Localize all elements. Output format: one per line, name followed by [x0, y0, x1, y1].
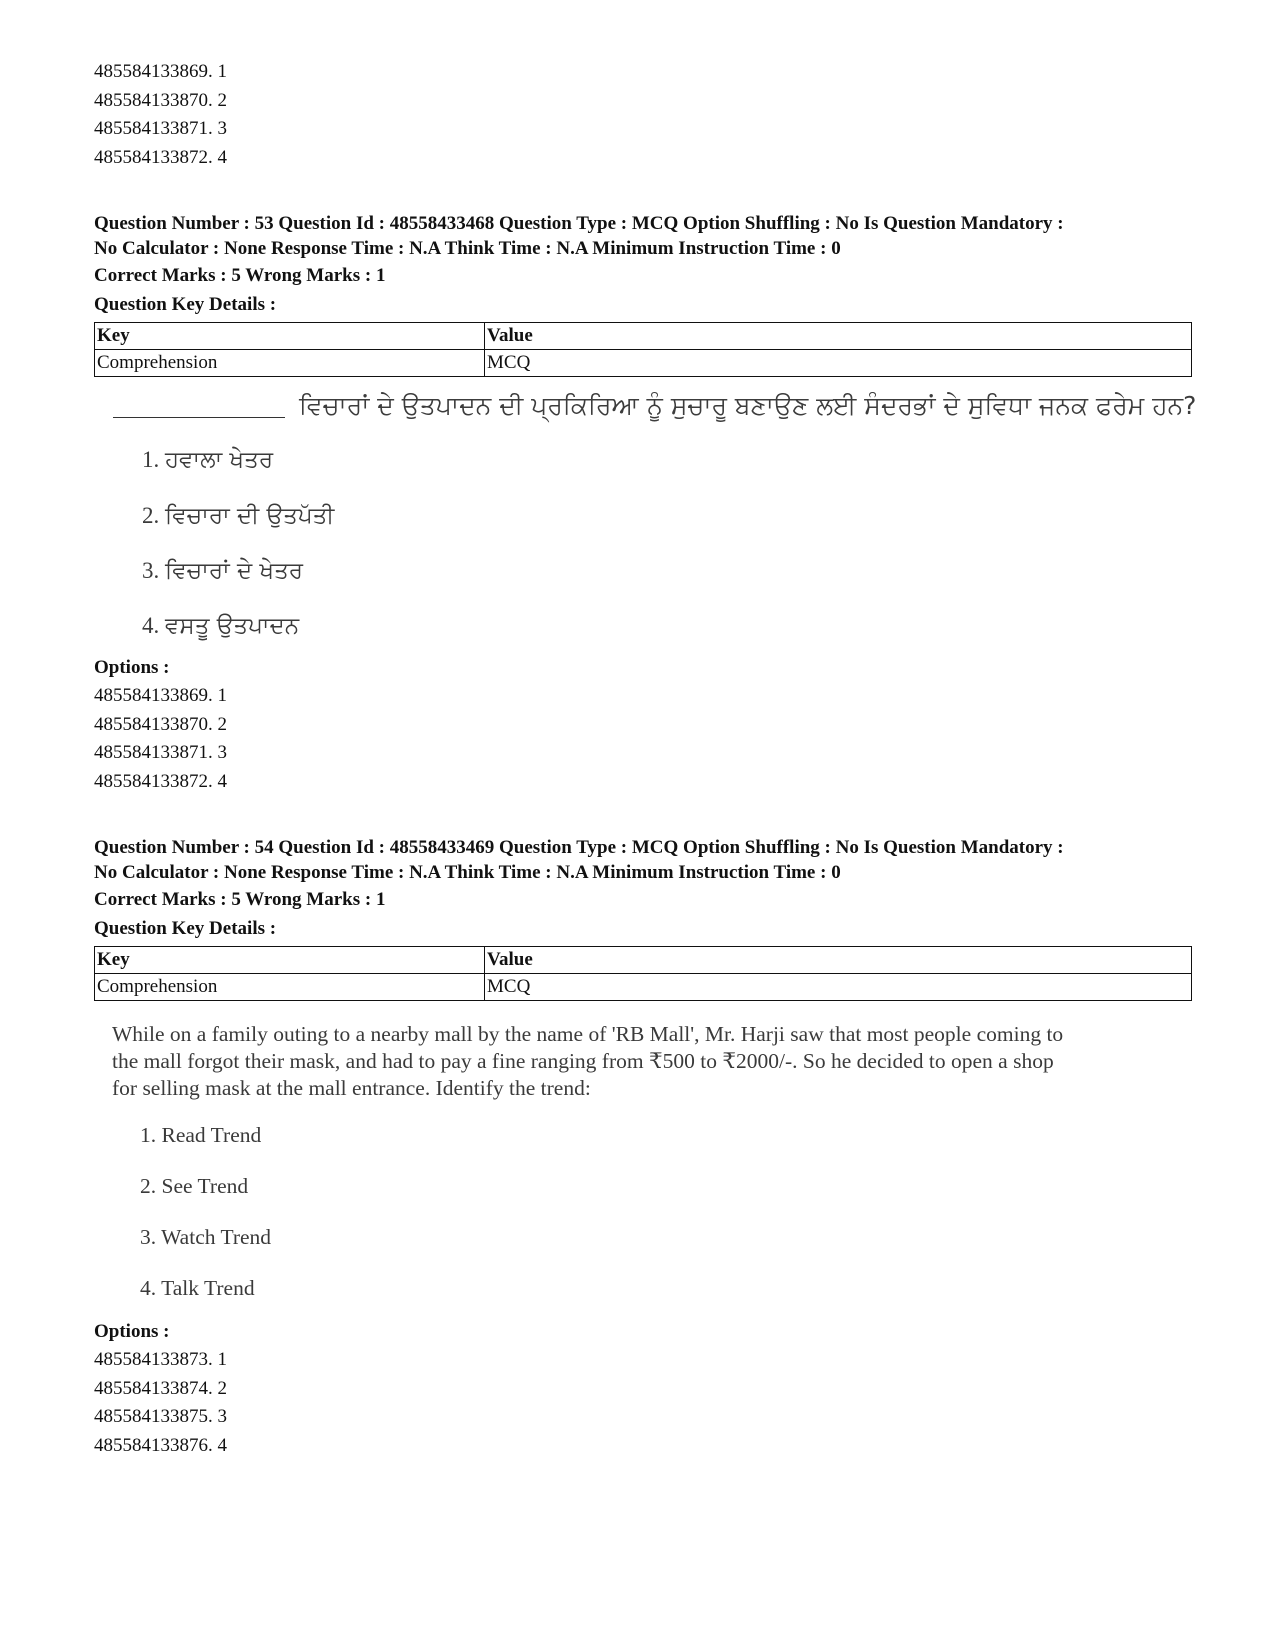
table-header-value: Value [485, 323, 1192, 350]
choice-item: 2. ਵਿਚਾਰਾ ਦੀ ਉਤਪੱਤੀ [142, 503, 335, 529]
previous-options-list [94, 58, 1194, 172]
table-cell-value: MCQ [485, 350, 1192, 377]
table-header-key: Key [95, 947, 485, 974]
option-item: 485584133875. 3 [94, 1406, 227, 1427]
option-item: 485584133869. 1 [94, 61, 227, 82]
option-item: 485584133871. 3 [94, 742, 227, 763]
question-meta-line-1: Question Number : 54 Question Id : 48558433469 Question Type : MCQ Option Shuffling : No Is Question Mandatory : [94, 837, 1064, 858]
marks-line: Correct Marks : 5 Wrong Marks : 1 [94, 889, 386, 910]
key-details-label: Question Key Details : [94, 294, 277, 315]
question-stem [112, 1021, 1122, 1102]
choice-item: 3. ਵਿਚਾਰਾਂ ਦੇ ਖੇਤਰ [142, 558, 304, 584]
question-meta-line-2: No Calculator : None Response Time : N.A Think Time : N.A Minimum Instruction Time : 0 [94, 237, 841, 259]
question-54 [94, 836, 1194, 1460]
option-item: 485584133872. 4 [94, 146, 227, 168]
options-label: Options : [94, 657, 170, 678]
option-item: 485584133870. 2 [94, 713, 227, 735]
table-cell-key: Comprehension [95, 350, 485, 377]
key-details-table [94, 322, 1192, 377]
choice-item: 2. See Trend [140, 1174, 249, 1198]
key-details-label: Question Key Details : [94, 918, 277, 939]
choice-item: 1. ਹਵਾਲਾ ਖੇਤਰ [142, 447, 274, 473]
question-stem: ਵਿਚਾਰਾਂ ਦੇ ਉਤਪਾਦਨ ਦੀ ਪ੍ਰਕਿਰਿਆ ਨੂੰ ਸੁਚਾਰੂ ਬਣਾਉਣ ਲਈ ਸੰਦਰਭਾਂ ਦੇ ਸੁਵਿਧਾ ਜਨਕ ਫਰੇਮ ਹਨ? [299, 391, 1197, 420]
table-row [95, 974, 1192, 1001]
question-image-punjabi [94, 383, 1197, 653]
option-item: 485584133872. 4 [94, 770, 227, 792]
option-item: 485584133874. 2 [94, 1377, 227, 1399]
choice-item: 1. Read Trend [140, 1123, 262, 1147]
options-list [94, 682, 1194, 796]
question-stem-line: for selling mask at the mall entrance. Identify the trend: [112, 1076, 591, 1100]
table-header-value: Value [485, 947, 1192, 974]
option-item: 485584133871. 3 [94, 118, 227, 139]
option-item: 485584133876. 4 [94, 1434, 227, 1456]
table-header-key: Key [95, 323, 485, 350]
question-stem-line: While on a family outing to a nearby mall by the name of 'RB Mall', Mr. Harji saw that most people coming to [112, 1022, 1064, 1046]
choice-item: 4. Talk Trend [140, 1276, 255, 1300]
question-meta-line-2: No Calculator : None Response Time : N.A Think Time : N.A Minimum Instruction Time : 0 [94, 861, 841, 883]
options-label: Options : [94, 1321, 170, 1342]
table-header-row [95, 323, 1192, 350]
fill-in-blank-line [113, 417, 285, 418]
question-image-english [94, 1009, 1194, 1317]
table-cell-key: Comprehension [95, 974, 485, 1001]
options-list [94, 1346, 1194, 1460]
question-53 [94, 212, 1197, 796]
table-cell-value: MCQ [485, 974, 1192, 1001]
option-item: 485584133873. 1 [94, 1349, 227, 1370]
marks-line: Correct Marks : 5 Wrong Marks : 1 [94, 265, 386, 286]
key-details-table [94, 946, 1192, 1001]
table-header-row [95, 947, 1192, 974]
table-row [95, 350, 1192, 377]
option-item: 485584133869. 1 [94, 685, 227, 706]
choice-item: 4. ਵਸਤੂ ਉਤਪਾਦਨ [142, 613, 300, 639]
question-meta-line-1: Question Number : 53 Question Id : 48558433468 Question Type : MCQ Option Shuffling : No Is Question Mandatory : [94, 213, 1064, 234]
option-item: 485584133870. 2 [94, 89, 227, 111]
question-stem-line: the mall forgot their mask, and had to pay a fine ranging from ₹500 to ₹2000/-. So he decided to open a shop [112, 1049, 1054, 1073]
choice-item: 3. Watch Trend [140, 1225, 272, 1249]
document-page [94, 58, 1197, 1460]
